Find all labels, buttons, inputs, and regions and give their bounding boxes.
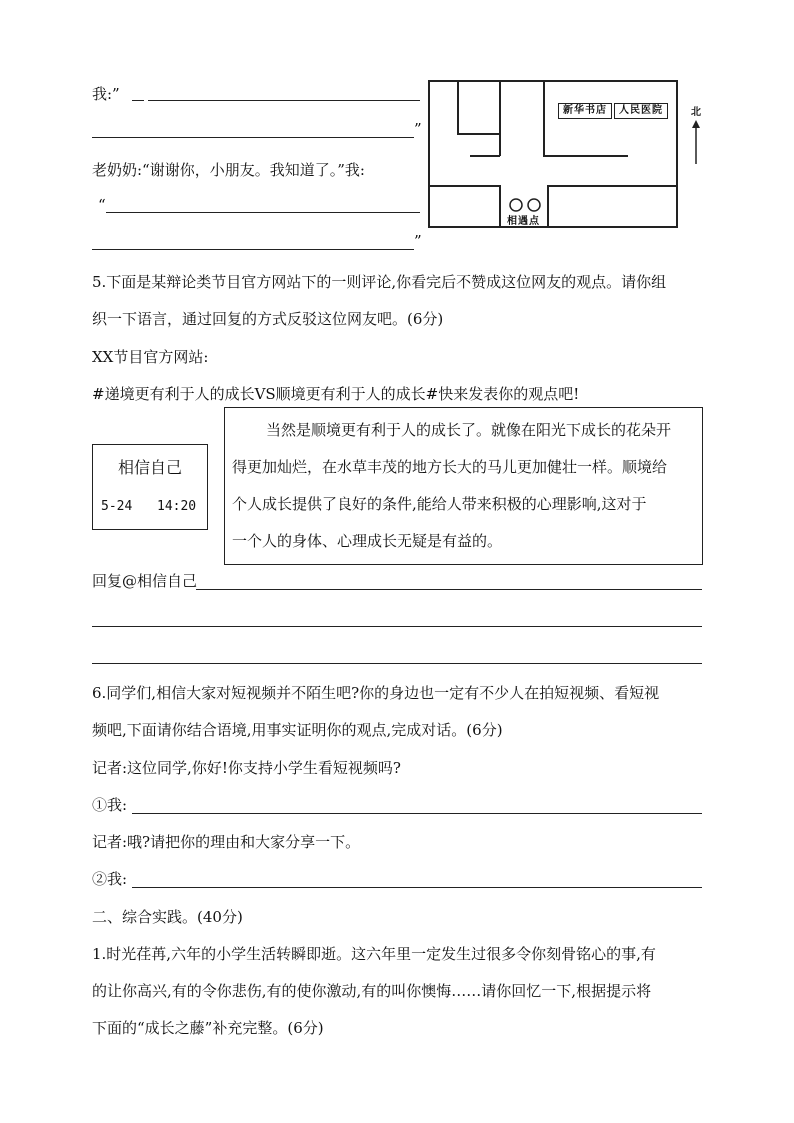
q6-prompt-line1: 6.同学们,相信大家对短视频并不陌生吧?你的身边也一定有不少人在拍短视频、看短视 (92, 684, 660, 702)
shop-xinhua-bookstore: 新华书店 (558, 103, 612, 119)
north-arrow-icon (690, 120, 702, 166)
answer-line[interactable] (148, 100, 420, 101)
answer-line[interactable] (92, 137, 414, 138)
close-quote: ” (414, 120, 422, 138)
answer-line[interactable] (92, 249, 414, 250)
dialogue-me-prefix: 我:” (92, 85, 120, 103)
q5-prompt-line1: 5.下面是某辩论类节目官方网站下的一则评论,你看完后不赞成这位网友的观点。请你组 (92, 273, 667, 291)
answer-line[interactable] (106, 212, 420, 213)
answer-line-short (132, 100, 144, 101)
open-quote: “ (98, 196, 106, 214)
reply-line[interactable] (196, 589, 702, 590)
s2-q1-line3: 下面的“成长之藤”补充完整。(6分) (92, 1019, 324, 1037)
q6-prompt-line2: 频吧,下面请你结合语境,用事实证明你的观点,完成对话。(6分) (92, 721, 503, 739)
shop-peoples-hospital: 人民医院 (614, 103, 668, 119)
comment-line4: 一个人的身体、心理成长无疑是有益的。 (232, 532, 503, 550)
reply-line[interactable] (92, 626, 702, 627)
comment-line3: 个人成长提供了良好的条件,能给人带来积极的心理影响,这对于 (232, 495, 647, 513)
reply-label: 回复@相信自己 (92, 572, 198, 590)
street-map (428, 80, 678, 228)
answer-2-label: ②我: (92, 870, 128, 888)
user-name: 相信自己 (117, 458, 182, 477)
user-card (92, 444, 208, 530)
site-name: XX节目官方网站: (92, 348, 209, 366)
close-quote: ” (414, 232, 422, 250)
north-label: 北 (691, 107, 701, 118)
comment-line2: 得更加灿烂，在水草丰茂的地方长大的马儿更加健壮一样。顺境给 (232, 458, 668, 476)
answer-2-line[interactable] (132, 887, 702, 888)
debate-topic: #递境更有利于人的成长VS顺境更有利于人的成长#快来发表你的观点吧! (92, 385, 580, 403)
section-heading: 二、综合实践。(40分) (92, 908, 243, 926)
comment-line1: 当然是顺境更有利于人的成长了。就像在阳光下成长的花朵开 (266, 421, 672, 439)
q5-prompt-line2: 织一下语言，通过回复的方式反驳这位网友吧。(6分) (92, 310, 444, 328)
post-date: 5-24 (101, 499, 133, 514)
person-circle-2 (528, 199, 540, 211)
person-circle-1 (510, 199, 522, 211)
post-time: 14:20 (157, 499, 197, 514)
reporter-question-1: 记者:这位同学,你好!你支持小学生看短视频吗? (92, 759, 401, 777)
s2-q1-line1: 1.时光荏苒,六年的小学生活转瞬即逝。这六年里一定发生过很多令你刻骨铭心的事,有 (92, 945, 656, 963)
grandma-line: 老奶奶:“谢谢你，小朋友。我知道了。”我: (92, 161, 365, 179)
reply-line[interactable] (92, 663, 702, 664)
s2-q1-line2: 的让你高兴,有的令你悲伤,有的使你激动,有的叫你懊悔……请你回忆一下,根据提示将 (92, 982, 652, 1000)
reporter-question-2: 记者:哦?请把你的理由和大家分享一下。 (92, 833, 361, 851)
answer-1-line[interactable] (132, 813, 702, 814)
meet-point-label: 相遇点 (507, 216, 540, 227)
answer-1-label: ①我: (92, 796, 128, 814)
